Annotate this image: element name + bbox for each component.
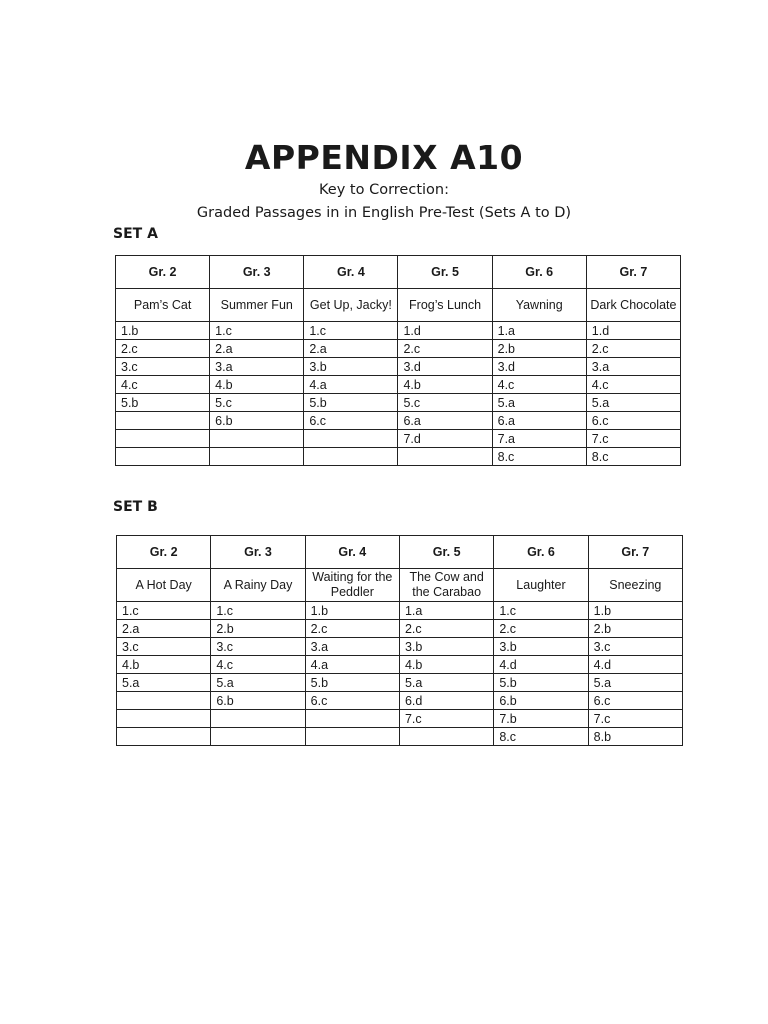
answer-cell: 1.b	[305, 602, 399, 620]
answer-cell: 6.a	[398, 412, 492, 430]
answer-cell: 1.b	[116, 322, 210, 340]
answer-cell: 4.b	[399, 656, 493, 674]
answer-cell: 4.a	[305, 656, 399, 674]
answer-cell: 3.b	[304, 358, 398, 376]
answer-cell: 8.c	[586, 448, 680, 466]
answer-cell: 6.c	[305, 692, 399, 710]
passage-title: Pam’s Cat	[116, 289, 210, 322]
answer-row	[116, 340, 681, 358]
grade-header: Gr. 7	[588, 536, 682, 569]
answer-cell	[304, 430, 398, 448]
grade-header: Gr. 4	[305, 536, 399, 569]
answer-cell: 2.c	[305, 620, 399, 638]
passage-title: Summer Fun	[210, 289, 304, 322]
answer-cell: 5.b	[116, 394, 210, 412]
answer-cell: 2.c	[399, 620, 493, 638]
set-b-table	[116, 535, 683, 746]
answer-cell: 5.b	[304, 394, 398, 412]
answer-row	[116, 358, 681, 376]
answer-cell: 3.a	[305, 638, 399, 656]
answer-cell: 2.b	[588, 620, 682, 638]
answer-cell: 5.a	[117, 674, 211, 692]
grade-header-row	[117, 536, 683, 569]
answer-cell: 2.a	[117, 620, 211, 638]
answer-cell: 1.d	[586, 322, 680, 340]
passage-title: Get Up, Jacky!	[304, 289, 398, 322]
answer-row	[117, 638, 683, 656]
answer-row	[117, 710, 683, 728]
grade-header: Gr. 2	[117, 536, 211, 569]
passage-title: Sneezing	[588, 569, 682, 602]
answer-cell	[116, 430, 210, 448]
answer-cell: 2.c	[494, 620, 588, 638]
answer-cell: 1.c	[494, 602, 588, 620]
answer-cell: 5.b	[305, 674, 399, 692]
answer-cell	[211, 728, 305, 746]
answer-cell: 2.c	[586, 340, 680, 358]
answer-cell: 3.b	[399, 638, 493, 656]
answer-cell: 4.c	[116, 376, 210, 394]
grade-header: Gr. 5	[399, 536, 493, 569]
answer-row	[117, 674, 683, 692]
answer-cell: 1.c	[211, 602, 305, 620]
answer-cell: 5.a	[399, 674, 493, 692]
answer-cell	[117, 692, 211, 710]
answer-cell: 5.a	[492, 394, 586, 412]
answer-cell: 7.a	[492, 430, 586, 448]
answer-row	[117, 692, 683, 710]
answer-cell	[210, 430, 304, 448]
answer-cell: 1.a	[399, 602, 493, 620]
answer-row	[117, 620, 683, 638]
answer-cell: 3.c	[588, 638, 682, 656]
answer-cell: 3.d	[398, 358, 492, 376]
answer-cell	[210, 448, 304, 466]
answer-cell: 1.d	[398, 322, 492, 340]
grade-header: Gr. 6	[492, 256, 586, 289]
answer-cell: 1.a	[492, 322, 586, 340]
answer-cell: 5.c	[210, 394, 304, 412]
answer-cell: 3.a	[586, 358, 680, 376]
answer-cell: 7.b	[494, 710, 588, 728]
answer-cell	[117, 728, 211, 746]
grade-header-row	[116, 256, 681, 289]
answer-cell: 6.b	[211, 692, 305, 710]
answer-row	[116, 322, 681, 340]
answer-cell: 4.c	[211, 656, 305, 674]
answer-cell: 6.d	[399, 692, 493, 710]
set-a-label: SET A	[113, 226, 158, 242]
answer-cell: 7.c	[399, 710, 493, 728]
answer-cell: 2.b	[492, 340, 586, 358]
page-title: APPENDIX A10	[244, 138, 524, 177]
answer-cell: 3.c	[116, 358, 210, 376]
answer-cell: 5.a	[211, 674, 305, 692]
answer-cell: 3.b	[494, 638, 588, 656]
answer-cell	[399, 728, 493, 746]
answer-cell: 3.c	[117, 638, 211, 656]
answer-cell: 4.d	[588, 656, 682, 674]
answer-cell: 7.c	[586, 430, 680, 448]
answer-cell: 8.c	[492, 448, 586, 466]
answer-cell	[116, 412, 210, 430]
answer-cell: 4.b	[117, 656, 211, 674]
answer-row	[117, 602, 683, 620]
answer-cell	[305, 710, 399, 728]
passage-title: Waiting for the Peddler	[305, 569, 399, 602]
passage-title: Frog’s Lunch	[398, 289, 492, 322]
answer-cell: 4.c	[586, 376, 680, 394]
answer-cell: 2.a	[210, 340, 304, 358]
answer-cell: 3.d	[492, 358, 586, 376]
answer-cell: 5.a	[588, 674, 682, 692]
subtitle-key: Key to Correction:	[319, 182, 449, 198]
answer-cell	[398, 448, 492, 466]
answer-cell	[304, 448, 398, 466]
answer-cell: 1.c	[304, 322, 398, 340]
answer-cell: 4.c	[492, 376, 586, 394]
passage-title: Laughter	[494, 569, 588, 602]
grade-header: Gr. 3	[211, 536, 305, 569]
answer-cell	[117, 710, 211, 728]
answer-cell: 6.a	[492, 412, 586, 430]
answer-cell: 6.c	[588, 692, 682, 710]
answer-row	[116, 430, 681, 448]
answer-cell: 4.d	[494, 656, 588, 674]
answer-cell: 1.b	[588, 602, 682, 620]
grade-header: Gr. 5	[398, 256, 492, 289]
subtitle-passages: Graded Passages in in English Pre-Test (Sets A to D)	[196, 205, 572, 221]
grade-header: Gr. 3	[210, 256, 304, 289]
answer-cell: 6.b	[210, 412, 304, 430]
answer-row	[117, 728, 683, 746]
answer-row	[116, 376, 681, 394]
passage-title: A Hot Day	[117, 569, 211, 602]
answer-cell: 2.c	[398, 340, 492, 358]
grade-header: Gr. 7	[586, 256, 680, 289]
passage-title-row	[116, 289, 681, 322]
answer-cell: 3.a	[210, 358, 304, 376]
answer-row	[116, 412, 681, 430]
grade-header: Gr. 4	[304, 256, 398, 289]
passage-title: Dark Chocolate	[586, 289, 680, 322]
answer-cell: 5.c	[398, 394, 492, 412]
answer-cell: 1.c	[117, 602, 211, 620]
answer-cell: 5.b	[494, 674, 588, 692]
answer-cell: 7.d	[398, 430, 492, 448]
passage-title: Yawning	[492, 289, 586, 322]
answer-row	[116, 394, 681, 412]
answer-cell: 2.c	[116, 340, 210, 358]
answer-cell: 4.b	[210, 376, 304, 394]
answer-cell	[116, 448, 210, 466]
answer-cell: 6.c	[586, 412, 680, 430]
answer-cell: 4.b	[398, 376, 492, 394]
set-a-table	[115, 255, 681, 466]
grade-header: Gr. 2	[116, 256, 210, 289]
passage-title: A Rainy Day	[211, 569, 305, 602]
answer-cell: 4.a	[304, 376, 398, 394]
answer-cell: 1.c	[210, 322, 304, 340]
answer-cell: 3.c	[211, 638, 305, 656]
set-b-label: SET B	[113, 499, 158, 515]
answer-cell: 6.c	[304, 412, 398, 430]
answer-row	[116, 448, 681, 466]
answer-cell: 6.b	[494, 692, 588, 710]
answer-cell: 8.b	[588, 728, 682, 746]
passage-title-row	[117, 569, 683, 602]
answer-cell: 7.c	[588, 710, 682, 728]
answer-row	[117, 656, 683, 674]
grade-header: Gr. 6	[494, 536, 588, 569]
answer-cell	[211, 710, 305, 728]
answer-cell: 2.a	[304, 340, 398, 358]
answer-cell: 5.a	[586, 394, 680, 412]
passage-title: The Cow and the Carabao	[399, 569, 493, 602]
answer-cell	[305, 728, 399, 746]
answer-cell: 8.c	[494, 728, 588, 746]
answer-cell: 2.b	[211, 620, 305, 638]
